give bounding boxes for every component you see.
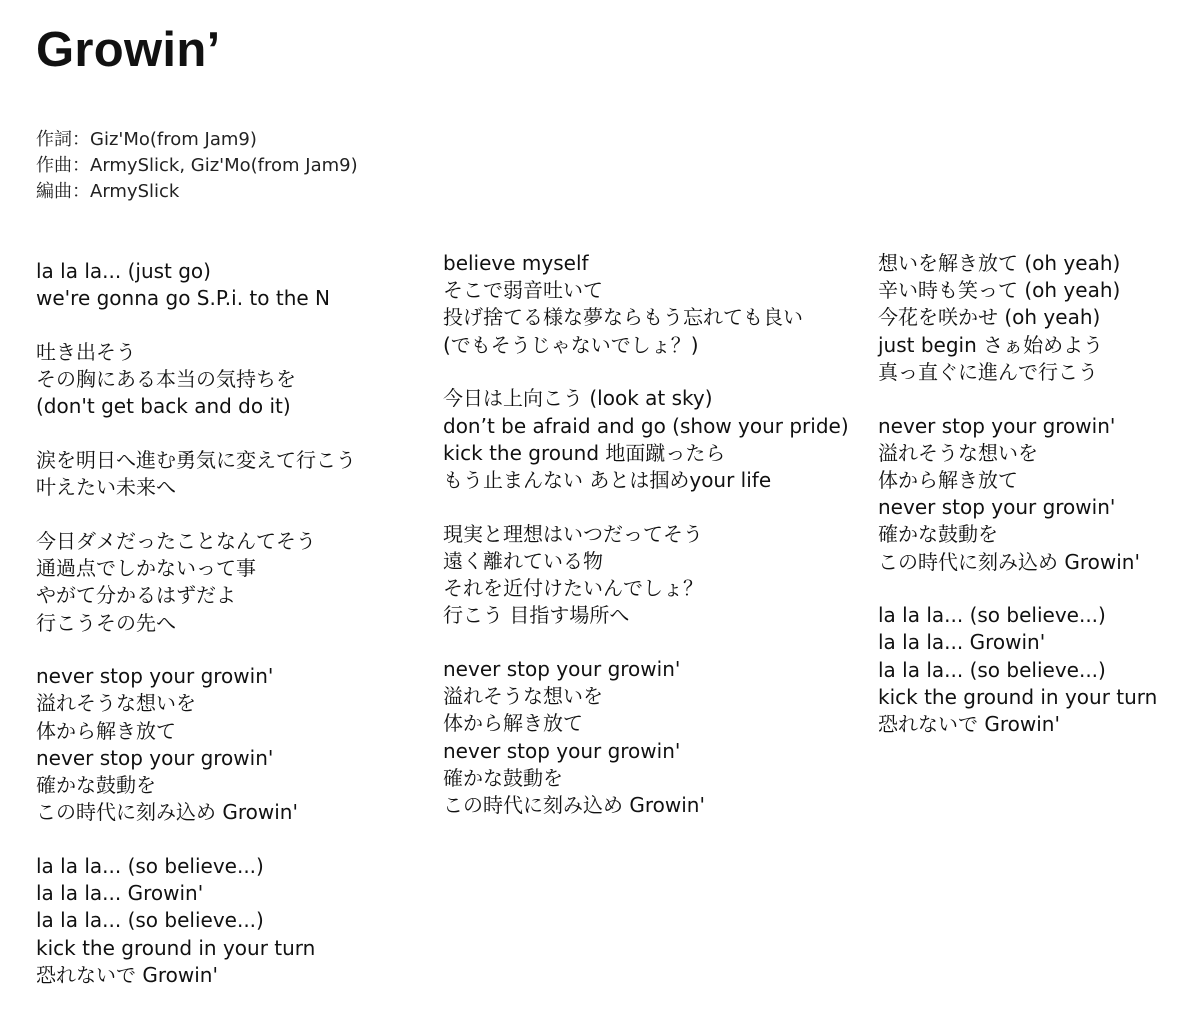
lyric-stanza — [36, 258, 356, 312]
credits — [36, 127, 358, 205]
lyric-line: believe myself — [443, 251, 589, 275]
lyric-stanza — [878, 602, 1157, 738]
lyric-line: don’t be afraid and go (show your pride) — [443, 413, 849, 438]
lyrics-column-1 — [36, 258, 356, 989]
lyric-line: 投げ捨てる様な夢ならもう忘れても良い — [443, 305, 803, 330]
song-title: Growin’ — [36, 23, 221, 77]
lyric-stanza — [878, 250, 1157, 386]
lyric-line: never stop your growin' — [36, 745, 274, 770]
lyric-line: 辛い時も笑って (oh yeah) — [878, 278, 1121, 303]
lyric-line: never stop your growin' — [878, 495, 1116, 520]
lyric-line: この時代に刻み込め Growin' — [443, 792, 705, 817]
lyric-line: そこで弱音吐いて — [443, 278, 603, 303]
lyric-line: 体から解き放て — [443, 711, 583, 736]
lyric-line: 溢れそうな想いを — [36, 691, 196, 716]
lyric-stanza — [443, 521, 849, 630]
lyric-stanza — [36, 447, 356, 501]
lyric-stanza — [443, 656, 849, 819]
lyrics-column-3 — [878, 250, 1157, 738]
lyric-line: 恐れないで Growin' — [878, 712, 1060, 737]
lyric-line: 今日ダメだったことなんてそう — [36, 528, 316, 553]
lyric-line: もう止まんない あとは掴めyour life — [443, 467, 772, 492]
lyric-stanza — [878, 413, 1157, 576]
lyricist-credit: 作詞：Giz'Mo(from Jam9) — [36, 129, 257, 150]
lyric-line: la la la... Growin' — [878, 630, 1046, 655]
lyric-line: never stop your growin' — [443, 656, 681, 681]
lyric-line: just begin さぁ始めよう — [878, 332, 1104, 357]
lyric-line: 吐き出そう — [36, 339, 136, 364]
lyric-line: la la la... Growin' — [36, 881, 204, 906]
lyric-line: we're gonna go S.P.i. to the N — [36, 286, 330, 311]
lyrics-column-2 — [443, 250, 849, 819]
lyric-line: 確かな鼓動を — [878, 522, 998, 547]
lyric-line: 真っ直ぐに進んで行こう — [878, 359, 1098, 384]
lyric-line: (でもそうじゃないでしょ？) — [443, 332, 699, 357]
lyric-line: 恐れないで Growin' — [36, 962, 218, 987]
lyric-line: (don't get back and do it) — [36, 394, 291, 419]
lyric-line: 現実と理想はいつだってそう — [443, 521, 703, 546]
arranger-credit: 編曲：ArmySlick — [36, 181, 180, 202]
lyric-stanza — [36, 663, 356, 826]
lyric-line: la la la... (so believe...) — [878, 603, 1106, 628]
lyric-stanza — [36, 528, 356, 637]
lyric-line: never stop your growin' — [443, 738, 681, 763]
lyric-line: kick the ground 地面蹴ったら — [443, 440, 726, 465]
lyric-line: 体から解き放て — [878, 467, 1018, 492]
lyric-line: 今花を咲かせ (oh yeah) — [878, 305, 1101, 330]
lyric-line: 確かな鼓動を — [443, 765, 563, 790]
lyric-line: やがて分かるはずだよ — [36, 583, 236, 608]
lyric-line: 涙を明日へ進む勇気に変えて行こう — [36, 448, 356, 473]
lyric-stanza — [36, 853, 356, 989]
lyric-line: 行こう 目指す場所へ — [443, 603, 630, 628]
lyric-line: la la la... (so believe...) — [36, 853, 264, 878]
lyric-line: la la la... (so believe...) — [878, 657, 1106, 682]
lyric-line: kick the ground in your turn — [36, 935, 316, 960]
lyric-line: la la la... (so believe...) — [36, 908, 264, 933]
lyric-line: この時代に刻み込め Growin' — [36, 800, 298, 825]
lyric-line: 通過点でしかないって事 — [36, 556, 256, 581]
lyric-line: 確かな鼓動を — [36, 773, 156, 798]
lyric-line: never stop your growin' — [36, 664, 274, 689]
lyric-line: その胸にある本当の気持ちを — [36, 367, 296, 392]
lyric-line: 行こうその先へ — [36, 610, 176, 635]
lyric-line: それを近付けたいんでしょ？ — [443, 576, 703, 601]
lyric-line: 溢れそうな想いを — [878, 440, 1038, 465]
lyric-line: kick the ground in your turn — [878, 684, 1158, 709]
lyric-line: 遠く離れている物 — [443, 548, 603, 573]
lyric-line: 溢れそうな想いを — [443, 684, 603, 709]
lyric-stanza — [36, 339, 356, 421]
lyric-stanza — [443, 250, 849, 359]
lyric-line: この時代に刻み込め Growin' — [878, 549, 1140, 574]
composer-credit: 作曲：ArmySlick, Giz'Mo(from Jam9) — [36, 155, 358, 176]
lyric-line: 今日は上向こう (look at sky) — [443, 386, 713, 411]
lyric-line: la la la... (just go) — [36, 259, 211, 283]
lyric-stanza — [443, 385, 849, 494]
lyric-line: 体から解き放て — [36, 718, 176, 743]
lyric-line: 想いを解き放て (oh yeah) — [878, 251, 1121, 275]
lyric-line: 叶えたい未来へ — [36, 475, 176, 500]
lyric-line: never stop your growin' — [878, 413, 1116, 438]
